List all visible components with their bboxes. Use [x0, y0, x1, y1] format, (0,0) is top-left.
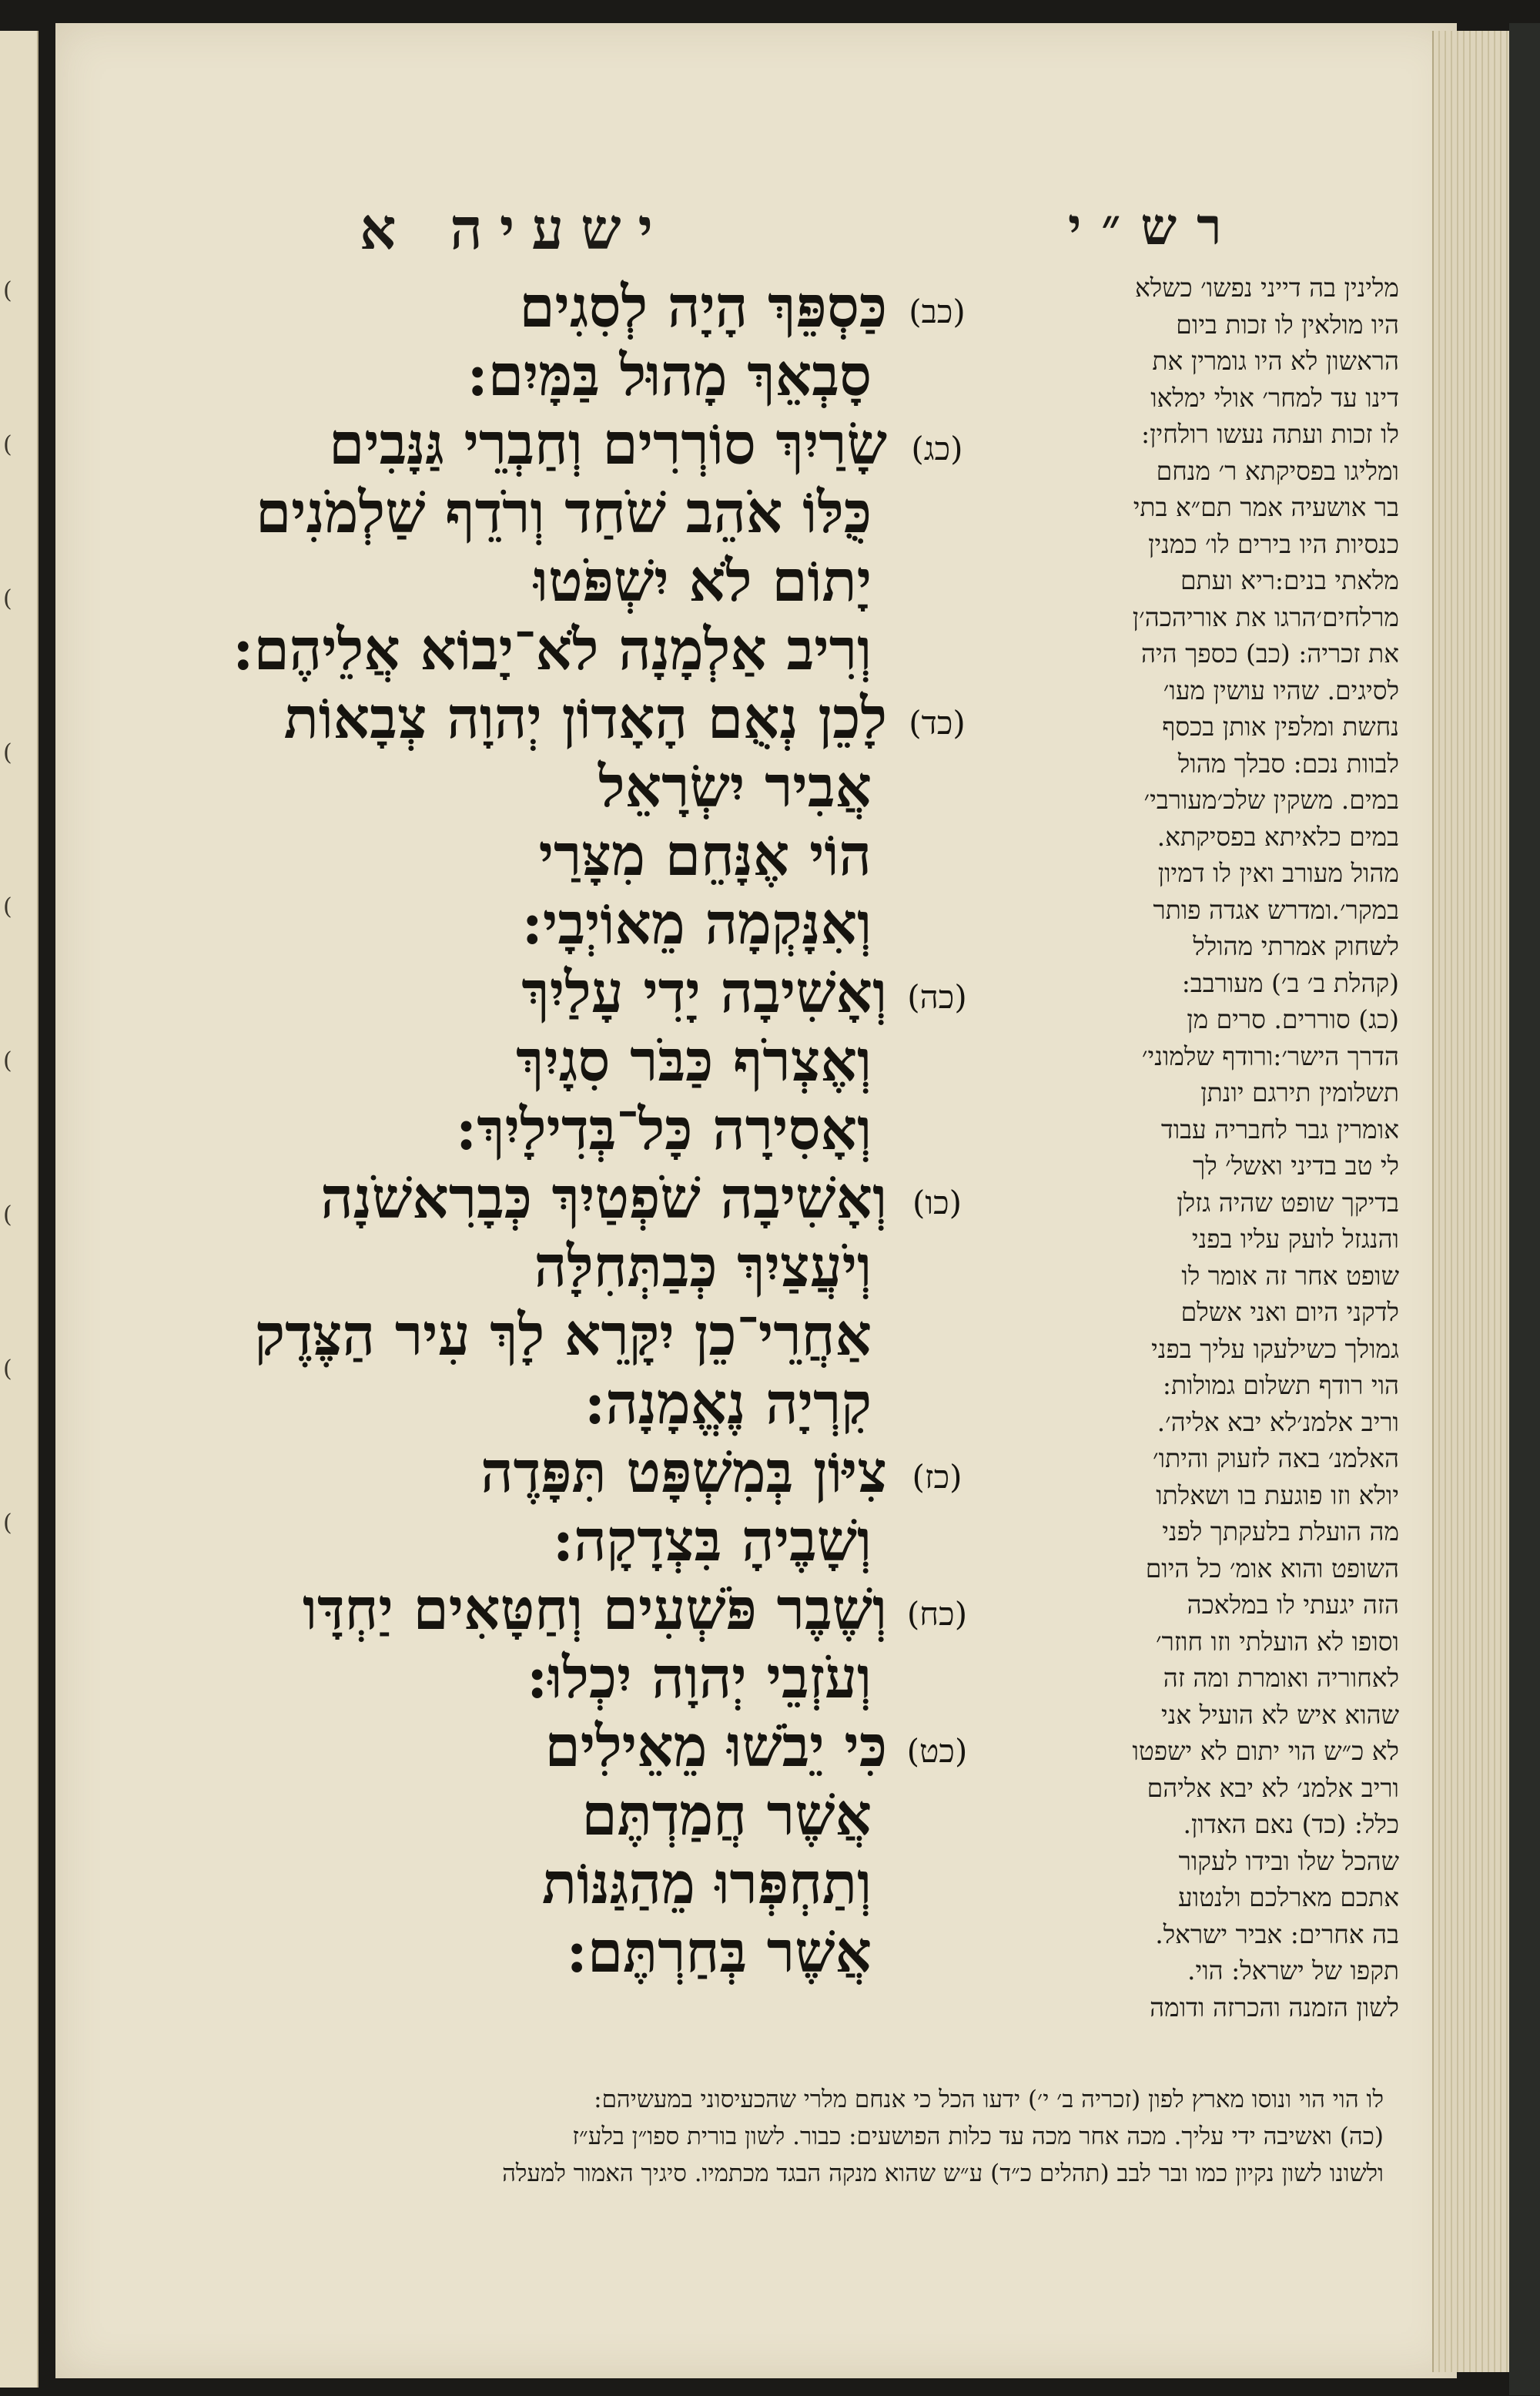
verse-text: יָתוֹם לֹא יִשְׁפֹּטוּ [534, 548, 872, 615]
rashi-line: במקר׳.ומדרש אגדה פותר [1153, 894, 1399, 925]
page-stack-edge [1432, 31, 1511, 2372]
rashi-line: (קהלת ב׳ ב׳) מעורבב: [1181, 967, 1399, 998]
rashi-line: הראשון לא היו גומרין את [1152, 346, 1399, 376]
rashi-line: וסופו לא הועלתי וזו חוזר׳ [1156, 1626, 1399, 1657]
book-page [55, 23, 1457, 2378]
rashi-line: לבוות נכם: סבלך מהול [1177, 748, 1399, 779]
verse-line [171, 1096, 987, 1164]
rashi-line: מהול מעורב ואין לו דמיון [1157, 858, 1399, 888]
margin-mark: ( [3, 1510, 12, 1536]
verse-number: (כז) [912, 1458, 962, 1496]
verse-text: וְשֶׁבֶר פֹּשְׁעִים וְחַטָּאִים יַחְדָּו [303, 1577, 887, 1643]
verse-line [171, 753, 987, 822]
rashi-line: במים. משקין שלכ׳מעורבי׳ [1143, 785, 1399, 815]
verse-number: (כט) [906, 1732, 968, 1770]
margin-mark: ( [3, 739, 12, 766]
margin-mark: ( [3, 893, 12, 920]
verse-text: אֲשֶׁר חֲמַדְתֶּם [581, 1782, 872, 1848]
rashi-line: יולא וזו פוגעת בו ושאלתו [1156, 1479, 1399, 1510]
verse-column [171, 273, 987, 1987]
verse-number: (כב) [909, 293, 966, 330]
verse-text: צִיּוֹן בְּמִשְׁפָּט תִּפָּדֶה [480, 1439, 887, 1506]
margin-marks [3, 277, 18, 1664]
verse-text: וְאָסִירָה כָּל־בְּדִילָיִךְ: [455, 1097, 872, 1163]
verse-line [171, 1918, 987, 1987]
margin-mark: ( [3, 1355, 12, 1382]
rashi-line: לשחוק אמרתי מהולל [1193, 931, 1399, 961]
verse-line [171, 1027, 987, 1096]
verse-text: כַּסְפֵּךְ הָיָה לְסִגִים [519, 274, 887, 340]
verse-line [171, 342, 987, 411]
rashi-line: שהוא איש לא הועיל אני [1161, 1699, 1399, 1730]
rashi-line: מלינין בה דייני נפשו׳ כשלא [1134, 273, 1399, 303]
verse-text: וְיֹעֲצַיִךְ כְּבַתְּחִלָּה [534, 1234, 872, 1300]
verse-text: אַחֲרֵי־כֵן יִקָּרֵא לָךְ עִיר הַצֶּדֶק [254, 1302, 872, 1369]
margin-mark: ( [3, 431, 12, 458]
rashi-line: ומליגו בפסיקתא ר׳ מנחם [1156, 455, 1399, 486]
margin-mark: ( [3, 277, 12, 304]
rashi-line: מרלחים׳הרגו את אוריהכה׳ן [1132, 602, 1399, 632]
rashi-line: האלמנ׳ באה לזעוק והיתו׳ [1153, 1443, 1399, 1473]
rashi-line: נחשת ומלפין אותן בכסף [1162, 712, 1399, 742]
rashi-line: כנסיות היו בירים לו׳ כמנין [1148, 528, 1399, 559]
rashi-line: היו מולאין לו זכות ביום [1176, 309, 1399, 340]
verse-line [171, 616, 987, 685]
rashi-line: וריב אלמנ׳לא יבא אליה׳. [1157, 1406, 1399, 1437]
verse-text: וְרִיב אַלְמָנָה לֹא־יָבוֹא אֲלֵיהֶם: [233, 617, 872, 683]
commentary-title: רש״י [1068, 196, 1242, 256]
verse-text: וְאֶצְרֹף כַּבֹּר סִגָיִךְ [516, 1028, 872, 1094]
verse-line [171, 479, 987, 548]
verse-number: (כח) [906, 1595, 968, 1633]
margin-mark: ( [3, 1047, 12, 1074]
rashi-line: לי טב בדיני ואשל׳ לך [1192, 1151, 1399, 1181]
verse-text: אֲשֶׁר בְּחַרְתֶּם: [566, 1919, 872, 1985]
book-title: ישעיה א [360, 196, 670, 263]
rashi-line: והנגזל לועק עליו בפני [1191, 1224, 1399, 1254]
verse-text: וְתַחְפְּרוּ מֵהַגַּנּוֹת [541, 1851, 872, 1917]
verse-line [171, 1164, 987, 1233]
rashi-commentary [979, 270, 1399, 2026]
verse-text: וְאִנָּקְמָה מֵאוֹיְבָי: [521, 891, 872, 957]
verse-text: וְעֹזְבֵי יְהוָה יִכְלוּ: [527, 1645, 872, 1711]
verse-number: (כד) [909, 704, 966, 742]
rashi-line: גמולך כשילעקו עליך בפני [1151, 1333, 1399, 1364]
verse-line [171, 1644, 987, 1713]
verse-line [171, 822, 987, 890]
rashi-line: תקפו של ישראל: הוי. [1187, 1955, 1399, 1985]
rashi-line: מלאתי בנים:ריא ועתם [1180, 565, 1399, 595]
verse-text: וְשָׁבֶיהָ בִּצְדָקָה: [552, 1508, 872, 1574]
verse-line [171, 1370, 987, 1439]
verse-text: כִּי יֵבֹשׁוּ מֵאֵילִים [544, 1714, 887, 1780]
rashi-line: וריב אלמנ׳ לא יבא אליהם [1147, 1772, 1399, 1803]
margin-mark: ( [3, 585, 12, 612]
rashi-line: השופט והוא אומ׳ כל היום [1145, 1553, 1399, 1583]
verse-text: קִרְיָה נֶאֱמָנָה: [584, 1371, 872, 1437]
book-cover-edge [1509, 23, 1540, 2395]
rashi-line: לסיגים. שהיו עושין מעו׳ [1163, 675, 1399, 705]
verse-text: כֻּלּוֹ אֹהֵב שֹׁחַד וְרֹדֵף שַׁלְמֹנִים [255, 480, 872, 546]
rashi-line: לאחוריה ואומרת ומה זה [1163, 1663, 1399, 1693]
rashi-line: שופט אחר זה אומר לו [1181, 1260, 1399, 1291]
rashi-line: דינו עד למחר׳ אולי ימלאו [1150, 382, 1399, 413]
rashi-line: כלל: (כד) נאם האדון. [1183, 1809, 1399, 1839]
verse-text: וְאָשִׁיבָה שֹׁפְטַיִךְ כְּבָרִאשֹׁנָה [320, 1165, 887, 1232]
verse-line [171, 1233, 987, 1302]
verse-number: (כו) [912, 1184, 962, 1221]
verse-text: הוֹי אֶנָּחֵם מִצָּרַי [538, 823, 872, 889]
rashi-line: בר אושעיה אמר תם״א בתי [1133, 492, 1399, 522]
rashi-line: בדיקך שופט שהיה גזלן [1177, 1187, 1399, 1218]
rashi-line: הוי רודף תשלום גמולות: [1162, 1370, 1399, 1400]
verse-line [171, 548, 987, 616]
verse-text: לָכֵן נְאֻם הָאָדוֹן יְהוָה צְבָאוֹת [283, 685, 887, 752]
verse-line [171, 1781, 987, 1850]
footnote-commentary [213, 2081, 1384, 2192]
rashi-line: לדקני היום ואני אשלם [1180, 1297, 1399, 1327]
page-header [55, 196, 1457, 266]
rashi-line: אתכם מארלכם ולנטוע [1177, 1882, 1399, 1912]
footnote-line: לו הוי הוי ונוסו מארץ לפון (זכריה ב׳ י׳) ידעו הכל כי אנחם מלרי שהכעיסוני במעשיהם: [594, 2086, 1384, 2113]
verse-text: וְאָשִׁיבָה יָדִי עָלַיִךְ [521, 960, 887, 1026]
footnote-line: ולשונו לשון נקיון כמו ובר לבב (תהלים כ״ד) ע״ש שהוא מנקה הבגד מכתמיו. סיגיך האמור למעלה [502, 2160, 1384, 2187]
rashi-line: אומרין גבר לחבריה עבוד [1160, 1114, 1399, 1144]
verse-line [171, 273, 987, 342]
rashi-line: מה הועלת בלעקתך לפני [1162, 1516, 1399, 1547]
rashi-line: תשלומין תירגם יונתן [1200, 1077, 1399, 1108]
verse-line [171, 411, 987, 479]
rashi-line: את זכריה: (כב) כספך היה [1141, 638, 1399, 669]
verse-line [171, 1302, 987, 1370]
rashi-line: הדרך הישר׳:ורודף שלמוני׳ [1141, 1041, 1399, 1071]
margin-mark: ( [3, 1201, 12, 1228]
verse-line [171, 1850, 987, 1918]
verse-line [171, 959, 987, 1027]
verse-text: אֲבִיר יִשְׂרָאֵל [598, 754, 872, 820]
verse-number: (כג) [911, 430, 963, 467]
verse-line [171, 1507, 987, 1576]
verse-line [171, 1576, 987, 1644]
rashi-line: (כג) סוררים. סרים מן [1187, 1004, 1399, 1034]
rashi-line: במים כלאיתא בפסיקתא. [1157, 821, 1399, 852]
verse-line [171, 890, 987, 959]
verse-line [171, 685, 987, 753]
rashi-line: לא כ״ש הוי יתום לא ישפטו [1132, 1736, 1399, 1766]
rashi-line: שהכל שלו ובידו לעקור [1178, 1845, 1399, 1876]
footnote-line: (כה) ואשיבה ידי עליך. מכה אחר מכה עד כלות הפושעים: כבור. לשון בורית ספו״ן בלע״ז [572, 2123, 1384, 2150]
rashi-line: הזה יגעתי לו במלאכה [1187, 1590, 1399, 1620]
rashi-line: לו זכות ועתה נעשו רולחין: [1141, 419, 1399, 449]
rashi-line: בה אחרים: אביר ישראל. [1155, 1918, 1399, 1949]
verse-text: סָבְאֵךְ מָהוּל בַּמָּיִם: [467, 343, 872, 409]
verse-line [171, 1439, 987, 1507]
verse-number: (כה) [907, 978, 967, 1016]
verse-text: שָׂרַיִךְ סוֹרְרִים וְחַבְרֵי גַּנָּבִים [329, 411, 887, 478]
rashi-line: לשון הזמנה והכרזה ודומה [1150, 1992, 1399, 2022]
verse-line [171, 1713, 987, 1781]
